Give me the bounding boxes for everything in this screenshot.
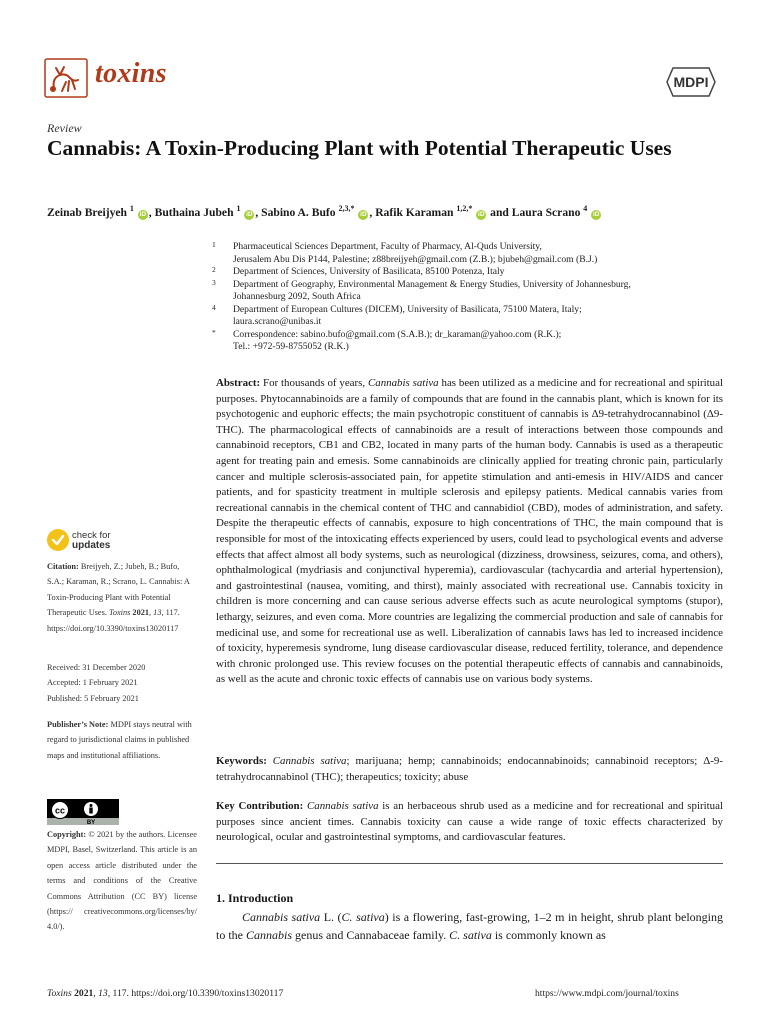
author-affiliation: 4: [583, 204, 588, 213]
intro-text-span: is commonly known as: [491, 927, 606, 942]
affiliation-line: Tel.: +972-59-8755052 (R.K.): [233, 341, 349, 352]
author-name: Zeinab Breijyeh: [47, 205, 127, 219]
check-for-updates-button[interactable]: [47, 529, 167, 555]
affiliation-item: [212, 304, 732, 329]
abstract-label: Abstract:: [216, 377, 261, 389]
section-heading: 1. Introduction: [216, 891, 294, 905]
footer-journal: Toxins: [47, 988, 72, 999]
citation-text: Breijyeh, Z.; Jubeh, B.; Bufo, S.A.; Karaman, R.; Scrano, L. Cannabis: A Toxin-Producing Plant with Potential Therapeutic Uses.: [47, 562, 190, 618]
citation-label: Citation:: [47, 562, 79, 571]
abstract-text: has been utilized as a medicine and for recreational and spiritual purposes. Phytocannabinoids are a family of compounds that are found in the cannabis plant, which is known for its psychotogenic and euphoric effects; the main psychotropic constituent of cannabis is Δ9-tetrahydrocannabinol (Δ9-THC). The pharmacological effects of cannabinoids are a result of interactions between those compounds and cannabinoid receptors, CB1 and CB2, located in many parts of the human body. Cannabis is used as a therapeutic agent for treating pain and emesis. Some cannabinoids are clinically applied for treating chronic pain, particularly cancer and multiple sclerosis-associated pain, for appetite stimulation and anti-emesis in HIV/AIDS and cancer patients, and for spasticity treatment in multiple sclerosis and epilepsy patients. Medical cannabis varies from recreational cannabis in the chemical content of THC and cannabidiol (CBD), modes of administration, and safety. Despite the therapeutic effects of cannabis, exposure to high concentrations of THC, the main compound that is responsible for most of the intoxicating effects experienced by users, could lead to psychological events and adverse effects that affect almost all body systems, such as neurological (dizziness, drowsiness, seizures, coma, and others), ophthalmological (mydriasis and conjunctival hyperemia), cardiovascular (tachycardia and arterial hypertension), and gastrointestinal (nausea, vomiting, and thirst), mainly associated with recreational use. Cannabis toxicity in children is more concerning and can cause serious adverse effects such as acute neurological symptoms (stupor), lethargy, seizures, and even coma. More countries are legalizing the commercial production and sale of cannabis for medicinal use, and some for recreational use as well. Liberalization of cannabis laws has led to increased incidence of toxicity, hyperemesis syndrome, lung disease cardiovascular disease, reduced fertility, tolerance, and dependence with chronic prolonged use. This review focuses on the potential therapeutic effects of cannabis and cannabinoids, as well as the acute and chronic toxic effects of cannabis use on various body systems.: [216, 377, 723, 686]
creative-commons-icon[interactable]: [47, 799, 119, 825]
author-name: Sabino A. Bufo: [261, 205, 336, 219]
author-affiliation: 1: [236, 204, 241, 213]
footer-citation: [47, 988, 283, 999]
footer-doi[interactable]: 117. https://doi.org/10.3390/toxins13020117: [110, 988, 284, 999]
svg-text:cc: cc: [54, 805, 66, 816]
key-contribution: [216, 799, 723, 846]
journal-name: toxins: [95, 58, 167, 89]
author-affiliation: 2,3,*: [338, 204, 355, 213]
introduction-text: [216, 909, 723, 944]
key-contribution-text: is an herbaceous shrub used as a medicine and for recreational and spiritual purposes since ancient times. Cannabis toxicity can cause a wide range of toxic effects characterized by neurological, ocular and gastrointestinal symptoms, and cardiovascular features.: [216, 800, 723, 844]
keywords: [216, 754, 723, 785]
affiliation-line: Department of Sciences, University of Basilicata, 85100 Potenza, Italy: [233, 266, 505, 277]
species-name: Cannabis sativa: [367, 377, 439, 389]
species-abbr: C. sativa: [341, 910, 385, 924]
affiliation-mark: *: [212, 327, 216, 337]
abstract: [216, 376, 723, 688]
copyright-label: Copyright:: [47, 830, 87, 839]
accepted-date: Accepted: 1 February 2021: [47, 678, 138, 688]
affiliation-line: Department of European Cultures (DICEM), University of Basilicata, 75100 Matera, Italy;: [233, 303, 582, 315]
keywords-label: Keywords:: [216, 755, 267, 767]
affiliation-item: [212, 266, 732, 279]
intro-text-span: ) is a flowering, fast-growing, 1–2 m in height, shrub plant belonging to the: [216, 910, 723, 942]
citation-doi[interactable]: 117. https://doi.org/10.3390/toxins13020117: [47, 608, 180, 633]
author-list: [47, 204, 737, 220]
copyright: [47, 827, 197, 935]
affiliation-line: Johannesburg 2092, South Africa: [233, 291, 361, 302]
affiliation-line: Department of Geography, Environmental Management & Energy Studies, University of Johannesburg,: [233, 278, 631, 290]
intro-text-span: genus and Cannabaceae family.: [292, 927, 450, 942]
citation-year: 2021: [130, 608, 150, 618]
orcid-icon[interactable]: iD: [246, 210, 253, 218]
orcid-icon[interactable]: iD: [360, 210, 367, 218]
section-divider: [216, 863, 723, 864]
article-title: Cannabis: A Toxin-Producing Plant with Potential Therapeutic Uses: [47, 136, 672, 160]
footer-year: 2021: [71, 988, 94, 999]
keywords-text: ; marijuana; hemp; cannabinoids; endocannabinoids; cannabinoid receptors; Δ-9-tetrahydrocannabinol (THC); therapeutics; toxicity; abuse: [216, 755, 723, 783]
affiliation-line: Correspondence: sabino.bufo@gmail.com (S.A.B.); dr_karaman@yahoo.com (R.K.);: [233, 328, 562, 340]
species-abbr: C. sativa: [449, 927, 492, 942]
footer-journal-url[interactable]: https://www.mdpi.com/journal/toxins: [535, 988, 679, 999]
intro-text-span: L. (: [320, 910, 342, 924]
species-name: Cannabis sativa: [307, 800, 379, 812]
cc-by-label: BY: [86, 820, 96, 825]
author-separator: ,: [369, 205, 376, 219]
affiliation-line: laura.scrano@unibas.it: [233, 316, 322, 327]
affiliation-line: Jerusalem Abu Dis P144, Palestine; z88breijyeh@gmail.com (Z.B.); bjubeh@gmail.com (B.J.): [233, 253, 598, 265]
citation-volume: , 13,: [149, 608, 164, 618]
affiliation-mark: 4: [212, 302, 216, 312]
received-date: Received: 31 December 2020: [47, 663, 146, 672]
mdpi-logo-text: MDPI: [673, 74, 709, 90]
author-separator: ,: [255, 205, 262, 219]
affiliation-line: Pharmaceutical Sciences Department, Faculty of Pharmacy, Al-Quds University,: [233, 241, 542, 252]
check-for-updates-label: check for: [72, 530, 111, 541]
footer-volume: , 13,: [93, 988, 111, 999]
author-name: Laura Scrano: [511, 205, 581, 219]
species-name: Cannabis sativa: [242, 910, 321, 924]
author-affiliation: 1,2,*: [456, 204, 473, 213]
author-separator: and: [487, 205, 512, 219]
affiliation-mark: 3: [212, 277, 216, 287]
affiliation-item: [212, 279, 732, 304]
article-type: Review: [47, 121, 82, 135]
check-for-updates-icon: [47, 529, 69, 551]
affiliation-mark: 1: [212, 240, 216, 249]
scorpion-logo-icon: [44, 58, 88, 98]
affiliation-item: [212, 241, 732, 266]
citation: [47, 559, 197, 636]
publisher-note-text: MDPI stays neutral with regard to jurisdictional claims in published maps and institutional affiliations.: [47, 720, 192, 760]
orcid-icon[interactable]: iD: [478, 210, 485, 218]
abstract-text: For thousands of years,: [260, 377, 368, 389]
citation-journal: Toxins: [108, 608, 131, 618]
species-name: Cannabis sativa: [272, 755, 347, 767]
author-name: Buthaina Jubeh: [154, 205, 234, 219]
check-for-updates-label: updates: [72, 540, 111, 551]
author-affiliation: 1: [129, 204, 134, 213]
orcid-icon[interactable]: iD: [139, 210, 147, 218]
publisher-note: [47, 717, 197, 763]
orcid-icon[interactable]: iD: [592, 210, 600, 218]
published-date: Published: 5 February 2021: [47, 693, 139, 703]
genus-name: Cannabis: [246, 927, 293, 942]
affiliation-mark: 2: [212, 265, 216, 274]
article-dates: [47, 660, 197, 706]
affiliations: [212, 241, 732, 354]
affiliation-item: [212, 329, 732, 354]
copyright-text: © 2021 by the authors. Licensee MDPI, Basel, Switzerland. This article is an open access article distributed under the terms and conditions of the Creative Commons Attribution (CC BY) license (https:// creativecommons.org/licenses/by/ 4.0/).: [47, 830, 197, 932]
author-name: Rafik Karaman: [375, 205, 454, 219]
key-contribution-label: Key Contribution:: [216, 800, 304, 812]
author-separator: ,: [148, 205, 155, 219]
mdpi-logo-icon: [665, 64, 717, 100]
publisher-note-label: Publisher’s Note:: [47, 720, 109, 729]
